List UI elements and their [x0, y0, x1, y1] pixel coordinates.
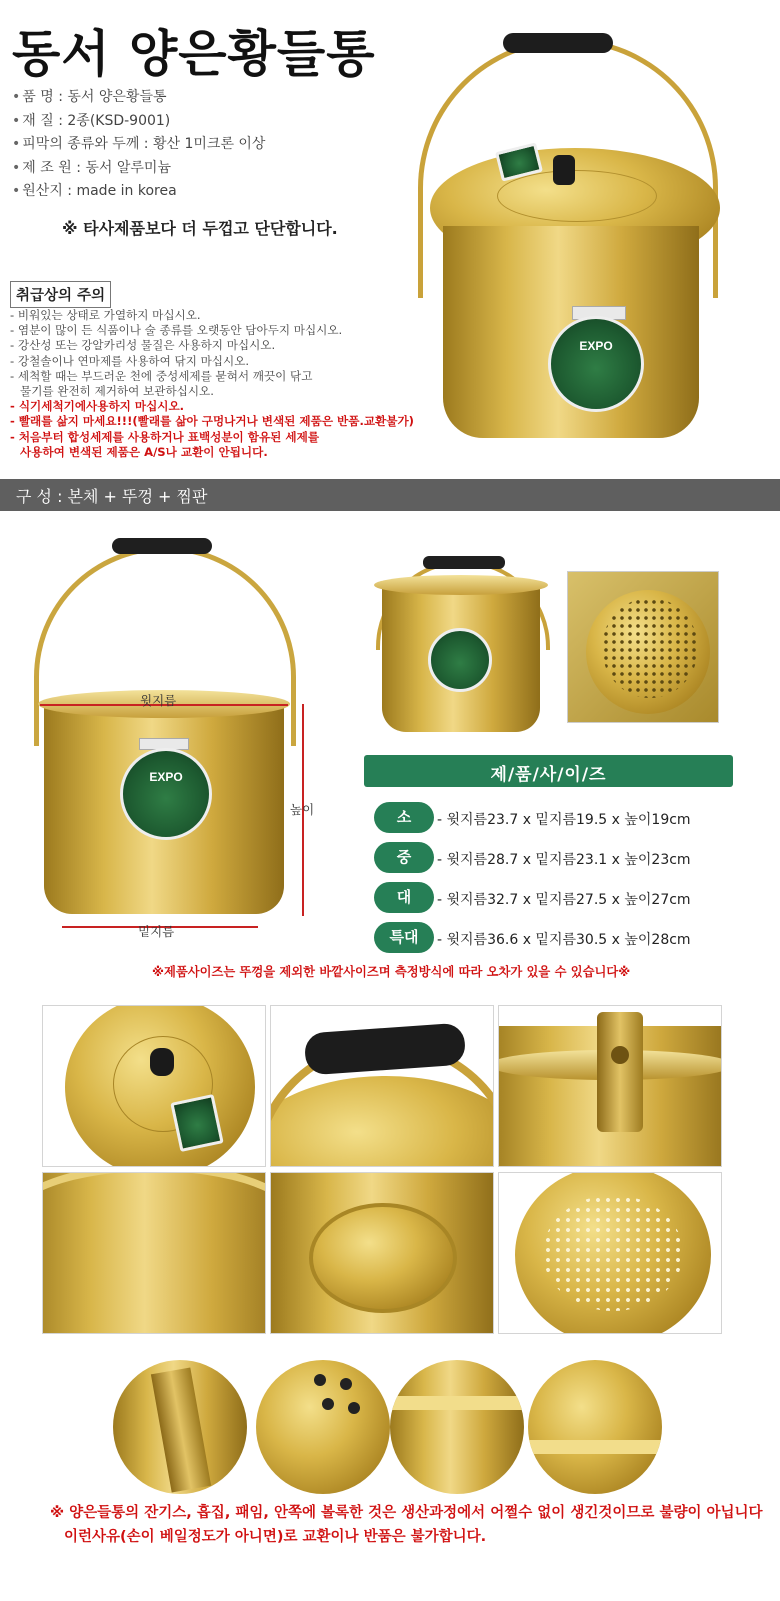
size-badge: 중 [374, 842, 434, 873]
caution-item: - 강산성 또는 강알카리성 물질은 사용하지 마십시오. [10, 338, 276, 353]
caution-item: - 세척할 때는 부드러운 천에 중성세제를 묻혀서 깨끗이 닦고 [10, 368, 313, 383]
detail-hinge-image [498, 1005, 722, 1167]
circle-detail-holes [256, 1360, 390, 1494]
caution-title: 취급상의 주의 [10, 281, 111, 308]
size-spec: - 윗지름36.6 x 밑지름30.5 x 높이28cm [437, 932, 691, 948]
detail-steamer-image [498, 1172, 722, 1334]
size-spec: - 윗지름32.7 x 밑지름27.5 x 높이27cm [437, 892, 691, 908]
caution-item: - 빨래를 삶지 마세요!!!(빨래를 삶아 구멍나거나 변색된 제품은 반품.교환불가) [10, 414, 414, 429]
lid-knob [553, 155, 575, 185]
caution-list [10, 308, 414, 460]
hinge-bracket [597, 1012, 643, 1132]
size-badge: 대 [374, 882, 434, 913]
defect-policy-note: ※ 양은들통의 잔기스, 흡집, 패임, 안쪽에 볼록한 것은 생산과정에서 어쩔수 없이 생긴것이므로 불량이 아닙니다 이런사유(손이 베일정도가 아니면)로 교환이나 반품은 불가합니다. [50, 1505, 763, 1545]
bottom-diameter-label: 밑지름 [138, 924, 175, 939]
detail-rim-image [42, 1172, 266, 1334]
circle-detail-rim [390, 1360, 524, 1494]
caution-item: - 비워있는 상태로 가열하지 마십시오. [10, 308, 201, 322]
detail-handle-image [270, 1005, 494, 1167]
size-title: 제/품/사/이/즈 [490, 765, 607, 785]
spec-list [12, 86, 265, 204]
page-title: 동서 양은황들통 [12, 25, 376, 83]
circle-detail-bracket [113, 1360, 247, 1494]
size-badge: 소 [374, 802, 434, 833]
thicker-note: ※ 타사제품보다 더 두껍고 단단합니다. [62, 219, 338, 238]
steamer-plate-image [567, 571, 719, 723]
spec-item: • 제 조 원 : 동서 알루미늄 [12, 159, 171, 176]
detail-lid-image [42, 1005, 266, 1167]
spec-item: • 재 질 : 2종(KSD-9001) [12, 112, 171, 129]
spec-item: • 피막의 종류와 두께 : 황산 1미크론 이상 [12, 136, 266, 152]
size-spec: - 윗지름28.7 x 밑지름23.1 x 높이23cm [437, 852, 691, 868]
height-label: 높이 [290, 802, 315, 817]
circle-detail-edge [528, 1360, 662, 1494]
spec-item: • 품 명 : 동서 양은황들통 [12, 89, 167, 105]
expo-label-icon: EXPO [120, 748, 212, 840]
lid-knob [150, 1048, 174, 1076]
handle-grip [503, 33, 613, 53]
size-spec: - 윗지름23.7 x 밑지름19.5 x 높이19cm [437, 812, 691, 828]
caution-item: - 염분이 많이 든 식품이나 술 종류를 오랫동안 담아두지 마십시오. [10, 323, 343, 338]
spec-item: • 원산지 : made in korea [12, 183, 177, 199]
caution-item: - 강철솔이나 연마제를 사용하여 닦지 마십시오. [10, 353, 250, 368]
size-badge: 특대 [374, 922, 434, 953]
caution-item: 사용하여 변색된 제품은 A/S나 교환이 안됩니다. [20, 444, 268, 459]
expo-label-icon: EXPO [548, 316, 644, 412]
top-diameter-label: 윗지름 [140, 693, 177, 708]
caution-item: - 처음부터 합성세제를 사용하거나 표백성분이 함유된 세제를 [10, 429, 320, 444]
caution-item: 물기를 완전히 제거하여 보관하십시오. [20, 384, 214, 399]
size-note: ※제품사이즈는 뚜껑을 제외한 바깥사이즈며 측정방식에 따라 오차가 있을 수 있습니다※ [152, 965, 631, 979]
caution-item: - 식기세척기에사용하지 마십시오. [10, 399, 185, 414]
handle-grip [112, 538, 212, 554]
composition-text: 구 성 : 본체 + 뚜껑 + 찜판 [16, 487, 208, 506]
expo-label-icon [428, 628, 492, 692]
detail-inside-image [270, 1172, 494, 1334]
